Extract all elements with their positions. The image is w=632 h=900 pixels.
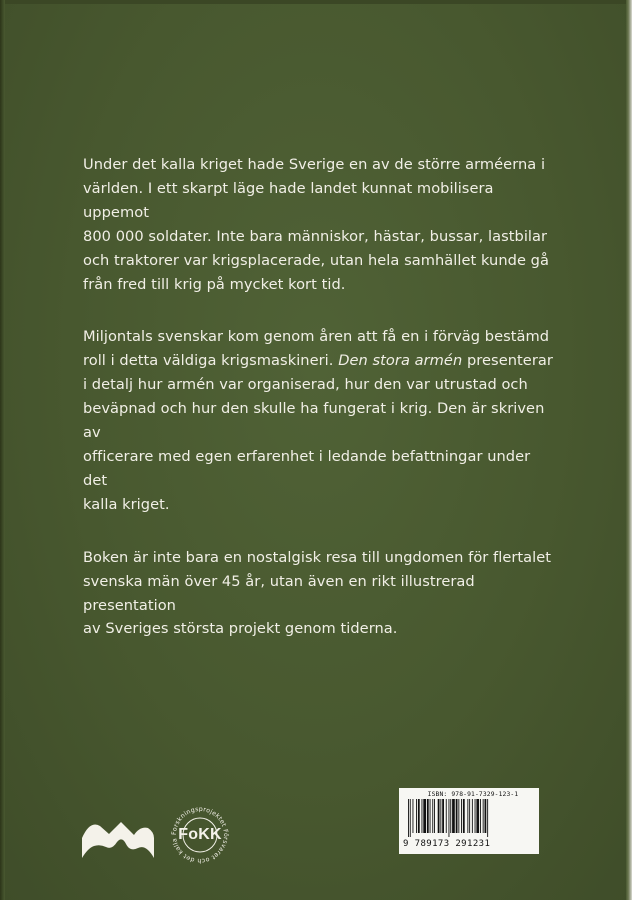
barcode-bar (432, 799, 433, 833)
barcode-bar (485, 799, 487, 833)
book-title-italic: Den stora armén (338, 352, 463, 370)
blurb-line: Boken är inte bara en nostalgisk resa till ungdomen för flertalet (83, 548, 552, 566)
barcode-bar (449, 799, 450, 837)
barcode-bar (438, 799, 440, 833)
barcode-bar (483, 799, 484, 833)
barcode-bar (463, 799, 465, 833)
barcode-bar (416, 799, 417, 833)
blurb-paragraph-1 (83, 153, 553, 296)
mountain-m-logo-icon (82, 818, 154, 858)
barcode-bar (408, 799, 409, 837)
seal-ring-text: Forskningsprojektet Försvaret och det kalla (170, 805, 230, 865)
blurb-line: 800 000 soldater. Inte bara människor, hästar, bussar, lastbilar (83, 227, 548, 245)
barcode-bar (487, 799, 488, 837)
blurb-line: kalla kriget. (83, 495, 170, 513)
blurb-line: beväpnad och hur den skulle ha fungerat i krig. Den är skriven av (83, 400, 545, 442)
seal-center-text: FoKK (178, 826, 222, 843)
blurb-paragraph-3 (83, 546, 553, 642)
blurb-line: Under det kalla kriget hade Sverige en av de större arméerna i (83, 156, 546, 173)
barcode-bar (456, 799, 458, 833)
blurb-line: av Sveriges största projekt genom tiderna. (83, 620, 398, 638)
barcode-bar (410, 799, 411, 837)
blurb-line: presenterar (466, 352, 553, 370)
fokk-seal (165, 800, 235, 870)
barcode-bar (469, 799, 470, 833)
barcode-bar (476, 799, 479, 833)
barcode-bars-icon (404, 799, 522, 837)
barcode-bar (427, 799, 429, 833)
barcode-bar (446, 799, 447, 833)
barcode-bar (422, 799, 423, 833)
isbn-label: ISBN: 978-91-7329-123-1 (427, 791, 519, 798)
back-cover-blurb (83, 153, 553, 670)
cover-page-edge (626, 0, 632, 900)
blurb-line: och traktorer var krigsplacerade, utan hela samhället kunde gå (83, 251, 549, 269)
blurb-line: roll i detta väldiga krigsmaskineri. (83, 352, 334, 370)
blurb-line: Miljontals svenskar kom genom åren att få en i förväg bestämd (83, 328, 550, 346)
barcode-bar (472, 799, 473, 833)
barcode-bar (480, 799, 481, 833)
barcode-bar (418, 799, 420, 833)
blurb-line: svenska män över 45 år, utan även en rikt illustrerad presentation (83, 572, 475, 614)
blurb-line: i detalj hur armén var organiserad, hur den var utrustad och (83, 376, 528, 394)
barcode-bar (413, 799, 414, 833)
blurb-line: från fred till krig på mycket kort tid. (83, 275, 346, 293)
cover-spine-edge (0, 0, 5, 900)
barcode-bar (442, 799, 444, 833)
isbn-barcode (399, 788, 539, 854)
barcode-bar (475, 799, 476, 833)
barcode-bar (461, 799, 462, 833)
blurb-line: världen. I ett skarpt läge hade landet kunnat mobilisera uppemot (83, 179, 494, 221)
blurb-line: officerare med egen erfarenhet i ledande befattningar under det (83, 447, 531, 489)
barcode-bar (467, 799, 468, 833)
cover-top-edge (0, 0, 632, 4)
barcode-bar (452, 799, 455, 833)
barcode-bar (458, 799, 459, 833)
blurb-paragraph-2 (83, 325, 553, 516)
barcode-digits: 9 789173 291231 (403, 839, 491, 849)
barcode-bar (423, 799, 426, 833)
barcode-bar (434, 799, 435, 833)
barcode-bar (430, 799, 431, 833)
barcode-bar (450, 799, 451, 833)
barcode-bar (440, 799, 441, 833)
